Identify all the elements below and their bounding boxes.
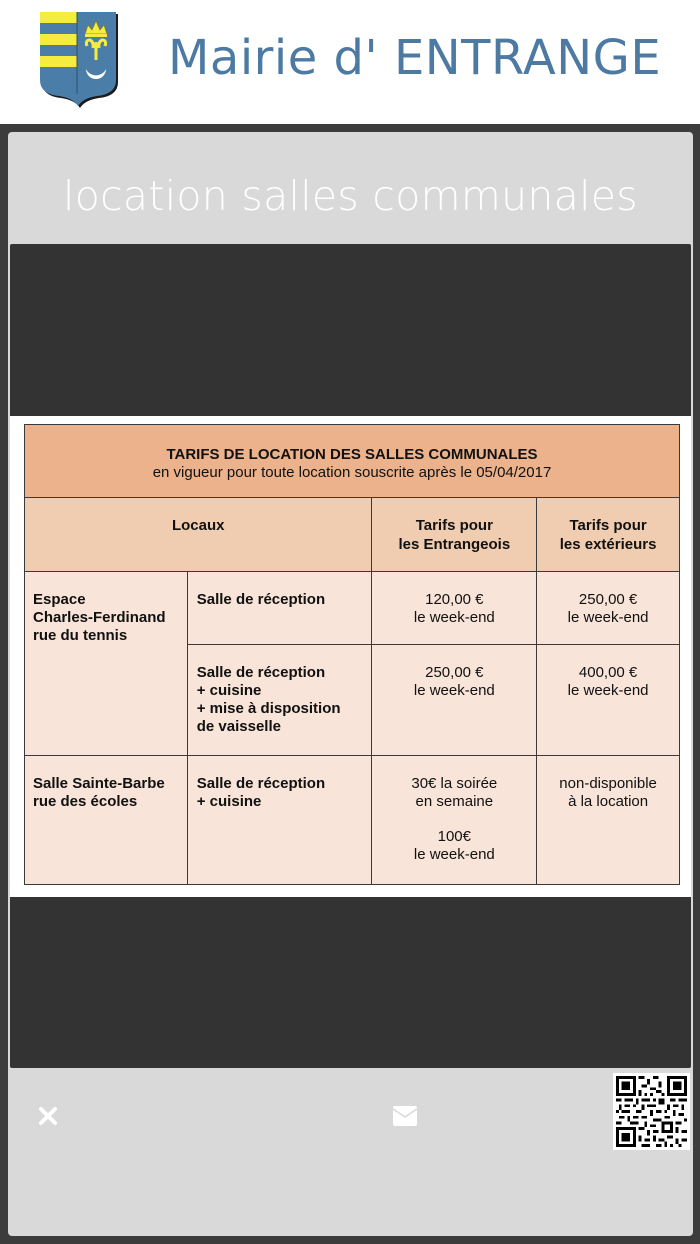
venue-cell xyxy=(25,572,188,756)
room-label: Salle de réception xyxy=(196,664,326,681)
table-row xyxy=(25,572,680,645)
tariff-image xyxy=(10,416,691,897)
price-exterieurs-cell xyxy=(537,756,680,885)
price-value: 30€ la soirée xyxy=(411,775,498,792)
price-period: le week-end xyxy=(413,682,495,699)
column-header-label: Tarifs pour xyxy=(415,517,493,534)
site-title[interactable]: Mairie d' ENTRANGE xyxy=(168,30,662,86)
price-period: le week-end xyxy=(567,682,649,699)
price-value: 100€ xyxy=(437,828,471,845)
room-label: Salle de réception xyxy=(196,775,326,792)
venue-name: Espace xyxy=(33,591,86,608)
column-header-label: les Entrangeois xyxy=(398,536,511,553)
venue-name: Salle Sainte-Barbe xyxy=(33,775,165,792)
lightbox-modal xyxy=(8,132,693,1236)
price-period: le week-end xyxy=(413,846,495,863)
tariff-table xyxy=(24,424,680,885)
column-header-exterieurs xyxy=(537,498,680,572)
room-option: de vaisselle xyxy=(196,718,281,735)
price-value: 250,00 € xyxy=(425,664,484,681)
price-entrangeois-cell xyxy=(372,572,537,645)
room-option: + mise à disposition xyxy=(196,700,341,717)
qr-code-icon xyxy=(616,1076,687,1147)
room-option: + cuisine xyxy=(196,793,262,810)
column-header-locaux xyxy=(25,498,372,572)
price-value: 400,00 € xyxy=(578,664,638,681)
price-value: 250,00 € xyxy=(578,591,638,608)
column-header-label: Tarifs pour xyxy=(569,517,647,534)
venue-name: Charles-Ferdinand xyxy=(33,609,166,626)
price-period: le week-end xyxy=(413,609,495,626)
spacer xyxy=(372,811,536,828)
image-viewer xyxy=(10,244,691,1068)
modal-footer xyxy=(8,1072,693,1172)
column-header-label: les extérieurs xyxy=(559,536,657,553)
venue-address: rue du tennis xyxy=(33,627,128,644)
price-exterieurs-cell xyxy=(537,572,680,645)
close-icon[interactable] xyxy=(38,1106,58,1126)
coat-of-arms-icon[interactable] xyxy=(39,12,121,110)
availability-text: à la location xyxy=(568,793,649,810)
envelope-icon[interactable] xyxy=(392,1105,418,1127)
venue-cell xyxy=(25,756,188,885)
qr-code[interactable] xyxy=(613,1073,690,1150)
table-row xyxy=(25,756,680,885)
site-header xyxy=(0,0,700,124)
column-header-entrangeois xyxy=(372,498,537,572)
price-exterieurs-cell xyxy=(537,645,680,756)
room-cell xyxy=(187,572,372,645)
venue-address: rue des écoles xyxy=(33,793,138,810)
table-title-cell xyxy=(25,425,680,498)
room-cell xyxy=(187,756,372,885)
column-header-label: Locaux xyxy=(171,517,225,534)
room-cell xyxy=(187,645,372,756)
price-value: 120,00 € xyxy=(425,591,484,608)
table-subtitle: en vigueur pour toute location souscrite après le 05/04/2017 xyxy=(152,463,552,481)
price-entrangeois-cell xyxy=(372,756,537,885)
room-label: Salle de réception xyxy=(196,591,326,608)
availability-text: non-disponible xyxy=(559,775,657,792)
modal-title: location salles communales xyxy=(63,172,638,220)
room-option: + cuisine xyxy=(196,682,262,699)
price-entrangeois-cell xyxy=(372,645,537,756)
table-title: TARIFS DE LOCATION DES SALLES COMMUNALES xyxy=(166,445,538,463)
price-period: en semaine xyxy=(415,793,494,810)
price-period: le week-end xyxy=(567,609,649,626)
